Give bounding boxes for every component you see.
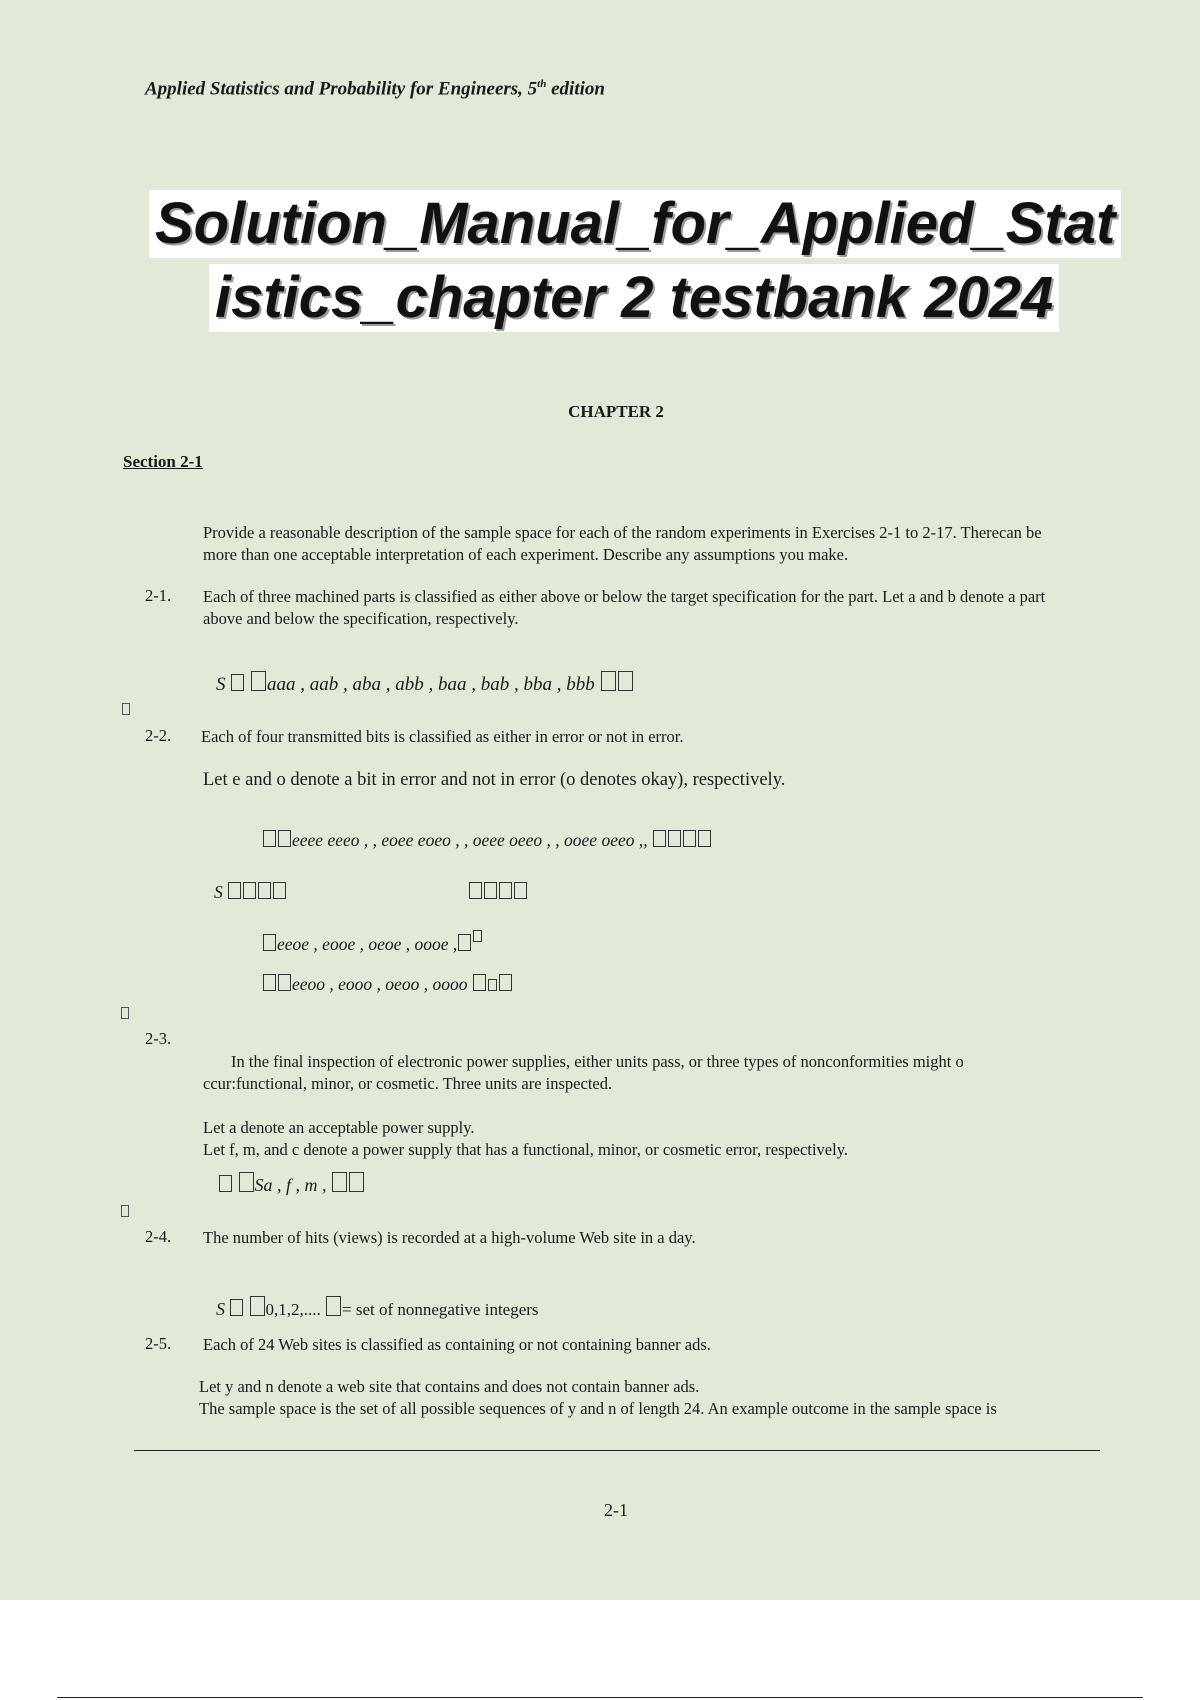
- missing-glyph-icon: [278, 830, 291, 847]
- missing-glyph-icon: [278, 974, 291, 991]
- missing-glyph-icon: [473, 974, 486, 991]
- missing-glyph-icon: [349, 1172, 364, 1192]
- missing-glyph-icon: [683, 830, 696, 847]
- missing-glyph-icon: [243, 882, 256, 899]
- sample-space-lhs-row: [214, 882, 287, 903]
- missing-glyph-icon: [618, 671, 633, 691]
- problem-let-fmc: Let f, m, and c denote a power supply that has a functional, minor, or cosmetic error, respectively.: [203, 1140, 849, 1159]
- missing-glyph-icon: [231, 674, 244, 691]
- row-3-text: eeoo , eooo , oeoo , oooo: [292, 974, 468, 994]
- missing-glyph-icon: [228, 882, 241, 899]
- missing-glyph-icon: [239, 1172, 254, 1192]
- row-1-text: eeee eeeo , , eoee eoeo , , oeee oeeo , , ooee oeeo ,,: [292, 830, 648, 850]
- equation-lhs: S: [214, 882, 223, 902]
- equation-lhs: S: [216, 674, 226, 695]
- missing-glyph-icon: [473, 930, 482, 942]
- equation-rhs: aaa , aab , aba , abb , baa , bab , bba , bbb: [267, 674, 595, 695]
- header-suffix: edition: [546, 78, 605, 100]
- missing-glyph-icon: [230, 1299, 243, 1316]
- problem-let-text: Let e and o denote a bit in error and not in error (o denotes okay), respectively.: [203, 770, 786, 790]
- missing-glyph-icon: [273, 882, 286, 899]
- missing-glyph-icon: [698, 830, 711, 847]
- problem-number: 2-4.: [145, 1227, 172, 1246]
- section-heading: Section 2-1: [123, 452, 203, 471]
- missing-glyph-icon: [251, 671, 266, 691]
- missing-glyph-icon: [499, 974, 512, 991]
- problem-number: 2-3.: [145, 1029, 172, 1048]
- equation-rhs: 0,1,2,....: [265, 1300, 321, 1319]
- missing-glyph-icon: [326, 1296, 341, 1316]
- missing-glyph-icon: [469, 882, 482, 899]
- running-header: [145, 78, 605, 100]
- missing-glyph-icon: [219, 1175, 232, 1192]
- problem-text: Each of three machined parts is classified as either above or below the target specification for the part. Let a and b denote a part above and below the specification, respectively.: [203, 587, 1046, 628]
- stray-glyph-icon: [121, 1007, 129, 1022]
- problem-number: 2-2.: [145, 726, 172, 745]
- missing-glyph-icon: [263, 934, 276, 951]
- problem-text: In the final inspection of electronic power supplies, either units pass, or three types of nonconformities might o ccur:functional, minor, or cosmetic. Three units are inspected.: [203, 1052, 964, 1093]
- missing-glyph-icon: [668, 830, 681, 847]
- footer-rule: [134, 1450, 1100, 1451]
- missing-glyph-icon: [653, 830, 666, 847]
- missing-glyph-icon: [258, 882, 271, 899]
- banner-title-line-1: Solution_Manual_for_Applied_Stat: [149, 190, 1121, 258]
- bottom-rule: [57, 1697, 1143, 1698]
- sample-space-equation: [216, 671, 634, 696]
- missing-glyph-icon: [514, 882, 527, 899]
- missing-glyph-icon: [488, 979, 497, 991]
- missing-glyph-icon: [499, 882, 512, 899]
- missing-glyph-icon: [601, 671, 616, 691]
- equation-description: = set of nonnegative integers: [342, 1300, 539, 1319]
- problem-let-a: Let a denote an acceptable power supply.: [203, 1118, 475, 1137]
- problem-space-text: The sample space is the set of all possible sequences of y and n of length 24. An example outcome in the sample space is: [199, 1399, 997, 1418]
- missing-glyph-icon: [458, 934, 471, 951]
- problem-text: The number of hits (views) is recorded at a high-volume Web site in a day.: [203, 1228, 696, 1247]
- problem-number: 2-1.: [145, 586, 172, 605]
- sample-space-row-3: [262, 974, 513, 995]
- equation-rhs: Sa , f , m ,: [254, 1175, 327, 1195]
- missing-glyph-icon: [263, 974, 276, 991]
- problem-text: Each of 24 Web sites is classified as containing or not containing banner ads.: [203, 1335, 711, 1354]
- stray-glyph-icon: [121, 1205, 129, 1220]
- brace-glyphs: [468, 882, 528, 903]
- equation-lhs: S: [216, 1299, 225, 1319]
- problem-number: 2-5.: [145, 1334, 172, 1353]
- page-number: 2-1: [604, 1500, 628, 1520]
- stray-glyph-icon: [122, 703, 130, 718]
- missing-glyph-icon: [250, 1296, 265, 1316]
- problem-text: Each of four transmitted bits is classified as either in error or not in error.: [201, 727, 684, 746]
- problem-let-text: Let y and n denote a web site that contains and does not contain banner ads.: [199, 1377, 700, 1396]
- missing-glyph-icon: [484, 882, 497, 899]
- missing-glyph-icon: [263, 830, 276, 847]
- banner-title-line-2: istics_chapter 2 testbank 2024: [209, 264, 1059, 332]
- sample-space-row-2: [262, 930, 483, 955]
- header-sup: th: [537, 78, 547, 90]
- header-title: Applied Statistics and Probability for Engineers, 5: [145, 78, 538, 100]
- sample-space-equation: [218, 1172, 365, 1196]
- sample-space-row-1: [262, 830, 712, 851]
- intro-paragraph: Provide a reasonable description of the sample space for each of the random experiments in Exercises 2-1 to 2-17. Therecan be more than one acceptable interpretation of each experiment. Describe any assumptions you make.: [203, 523, 1042, 564]
- row-2-text: eeoe , eooe , oeoe , oooe ,: [277, 934, 458, 954]
- sample-space-equation: [216, 1296, 539, 1320]
- missing-glyph-icon: [332, 1172, 347, 1192]
- chapter-title: CHAPTER 2: [568, 402, 664, 421]
